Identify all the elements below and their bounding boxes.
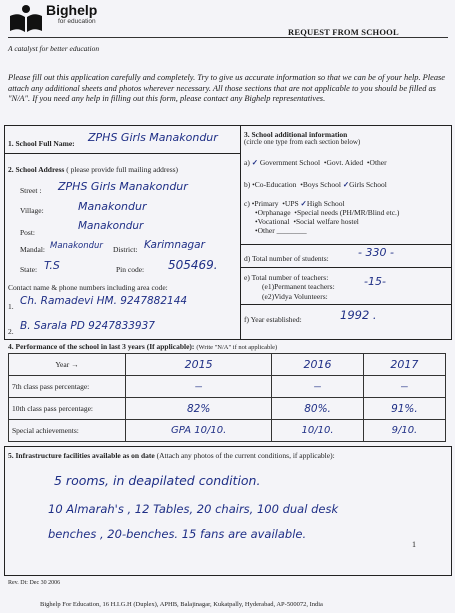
cell-value: GPA 10/10. [170,425,227,436]
intro-paragraph: Please fill out this application carefully and completely. Try to give us accurate information so that we can be of your help. Please attach any additional sheets and photos wherever necessary. All those sections that are not applicable to you should be filled as "N/A". If you need any help in filling out this form, please contact any Bighelp representatives. [8,73,445,103]
tagline: A catalyst for better education [8,44,100,53]
option-social-welfare[interactable]: Social welfare hostel [295,217,359,226]
header-divider [8,37,448,38]
column-divider [240,125,241,340]
cell-ach-2016 [272,420,364,442]
cell-value: — [313,382,322,391]
row-label-10th: 10th class pass percentage: [9,398,126,420]
permanent-teachers-label: (e1)Permanent teachers: [262,282,335,291]
level-type-row-3: •Vocational •Social welfare hostel [255,217,359,226]
pin-value: 505469. [168,258,218,272]
infrastructure-label: 5. Infrastructure facilities available as on date [8,451,155,460]
total-teachers-label: e) Total number of teachers: [244,273,329,282]
total-students-label: d) Total number of students: [244,254,329,263]
mandal-label: Mandal: [20,245,45,254]
post-label: Post: [20,228,36,237]
option-govt-aided[interactable]: Govt. Aided [326,158,364,167]
cell-10th-2017 [363,398,445,420]
brand-subtitle: for education [58,18,96,25]
level-type-prefix: c) [244,199,250,208]
contact-1-value: Ch. Ramadevi HM. 9247882144 [20,295,188,307]
performance-table [8,353,446,442]
contact-label: Contact name & phone numbers including area code: [8,283,168,292]
brand-name: Bighelp [46,2,98,18]
year-cell [272,354,364,376]
year-2015: 2015 [184,358,213,371]
checkmark-icon: ✓ [300,199,307,208]
table-row [9,354,446,376]
cell-10th-2016 [272,398,364,420]
village-label: Village: [20,206,44,215]
address-heading [8,165,178,174]
school-type-row: a) ✓ Government School •Govt. Aided •Other [244,158,387,167]
level-type-row-4: •Other ________ [255,226,307,235]
infrastructure-line-1: 5 rooms, in deapilated condition. [54,473,261,488]
option-co-education[interactable]: Co-Education [254,180,297,189]
level-type-row-2: •Orphanage •Special needs (PH/MR/Blind etc.) [255,208,400,217]
row-label-achievements: Special achievements: [9,420,126,442]
section3-divider-1 [240,244,452,245]
year-2016: 2016 [303,358,332,371]
option-level-other[interactable]: Other [257,226,275,235]
infrastructure-heading [8,451,335,460]
bighelp-logo-icon [8,4,44,34]
cell-value: 91%. [391,402,418,415]
cell-value: 82% [186,402,211,415]
footer-address: Bighelp For Education, 16 H.I.G.H (Duplex), APHB, Balajinagar, Kukatpally, Hyderabad, AP-500072, India [40,601,323,608]
cell-value: 9/10. [391,425,418,436]
option-high-school[interactable]: High School [306,199,345,208]
total-students-value: - 330 - [358,246,394,259]
option-girls-school[interactable]: Girls School [349,180,387,189]
additional-info-label: 3. School additional information [244,130,348,139]
table-row [9,376,446,398]
address-note: ( please provide full mailing address) [66,165,179,174]
pin-label: Pin code: [116,265,145,274]
infrastructure-line-3: benches , 20-benches. 15 fans are available. [48,527,307,541]
option-boys-school[interactable]: Boys School [302,180,341,189]
contact-2-value: B. Sarala PD 9247833937 [20,320,155,332]
post-value: Manakondur [78,220,144,232]
address-label: 2. School Address [8,165,65,174]
gender-type-row: b) •Co-Education •Boys School ✓Girls School [244,180,387,189]
school-name-label: 1. School Full Name: [8,139,75,148]
cell-7th-2016 [272,376,364,398]
form-title: REQUEST FROM SCHOOL [288,27,399,37]
section3-divider-3 [240,304,452,305]
checkmark-icon: ✓ [342,180,350,189]
cell-7th-2017 [363,376,445,398]
vidya-volunteers-label: (e2)Vidya Volunteers: [262,292,328,301]
checkmark-icon: ✓ [251,158,258,167]
table-row [9,420,446,442]
street-label: Street : [20,186,42,195]
contact-2-num: 2. [8,327,14,336]
street-value: ZPHS Girls Manakondur [58,180,188,193]
village-value: Manakondur [78,200,147,213]
cell-value: — [400,382,409,391]
row-label-7th: 7th class pass percentage: [9,376,126,398]
option-ups[interactable]: UPS [284,199,299,208]
year-cell [363,354,445,376]
option-vocational[interactable]: Vocational [257,217,290,226]
option-government[interactable]: Government School [259,158,321,167]
district-value: Karimnagar [144,239,205,251]
option-other[interactable]: Other [369,158,387,167]
option-orphanage[interactable]: Orphanage [257,208,291,217]
infrastructure-note: (Attach any photos of the current conditions, if applicable): [156,451,335,460]
state-label: State: [20,265,38,274]
page-number: 1 [412,540,416,549]
year-2017: 2017 [390,358,419,371]
option-special-needs[interactable]: Special needs (PH/MR/Blind etc.) [296,208,400,217]
state-value: T.S [44,259,60,272]
cell-value: 10/10. [301,425,334,436]
level-type-row-1: c) •Primary •UPS ✓High School [244,199,345,208]
mandal-value: Manakondur [50,241,103,251]
permanent-teachers-value: -15- [364,275,386,288]
gender-type-prefix: b) [244,180,251,189]
performance-note: (Write "N/A" if not applicable) [196,344,278,351]
performance-table-wrap [8,353,446,442]
table-row [9,398,446,420]
performance-heading [8,342,277,351]
year-established-label: f) Year established: [244,315,302,324]
year-cell [126,354,272,376]
section1-divider [4,153,240,154]
section3-divider-2 [240,267,452,268]
school-type-prefix: a) [244,158,250,167]
cell-ach-2015 [126,420,272,442]
school-name-value: ZPHS Girls Manakondur [88,131,218,144]
year-established-value: 1992 . [340,308,377,322]
additional-info-note: (circle one type from each section below) [244,138,361,146]
performance-label: 4. Performance of the school in last 3 years (If applicable): [8,342,195,351]
cell-value: 80%. [304,402,331,415]
cell-10th-2015 [126,398,272,420]
infrastructure-line-2: 10 Almarah's , 12 Tables, 20 chairs, 100 dual desk [48,502,339,516]
cell-7th-2015 [126,376,272,398]
revision-date: Rev. Dt: Dec 30 2006 [8,580,61,586]
contact-1-num: 1. [8,302,14,311]
year-header: Year → [9,354,126,376]
cell-value: — [194,382,203,391]
district-label: District: [113,245,138,254]
option-primary[interactable]: Primary [254,199,279,208]
cell-ach-2017 [363,420,445,442]
